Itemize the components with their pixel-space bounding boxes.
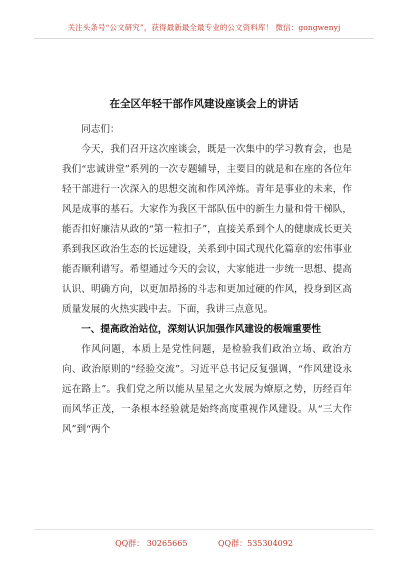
section-heading: 一、提高政治站位，深刻认识加强作风建设的极端重要性 (81, 324, 322, 335)
footer-qq-group-2: QQ群：535304092 (218, 539, 293, 548)
document-body (62, 120, 352, 440)
footer-contacts (0, 538, 408, 549)
footer-divider (34, 529, 374, 530)
document-title: 在全区年轻干部作风建设座谈会上的讲话 (109, 98, 299, 110)
header-notice: 关注头条号“公文研究”，获得最新最全最专业的公文资料库！ 微信：gongwenyj (67, 23, 341, 32)
header-divider (34, 38, 374, 39)
salutation: 同志们： (81, 124, 120, 135)
footer-qq-group-1: QQ群： 30265665 (115, 539, 188, 548)
paragraph: 今天，我们召开这次座谈会，既是一次集中的学习教育会，也是我们“忠诚讲堂”系列的一次专题辅导，主要目的就是和在座的各位年轻干部进行一次深入的思想交流和作风淬炼。青年是事业的未来，作风是成事的基石。大家作为我区干部队伍中的新生力量和骨干梯队，能否扣好廉洁从政的“第一粒扣子”，直接关系到个人的健康成长更关系到我区政治生态的长远建设，关系到中国式现代化篇章的宏伟事业能否顺利谱写。希望通过今天的会议，大家能进一步统一思想、提高认识、明确方向，以更加昂扬的斗志和更加过硬的作风，投身到区高质量发展的火热实践中去。下面，我讲三点意见。 (62, 144, 352, 315)
paragraph: 作风问题，本质上是党性问题，是检验我们政治立场、政治方向、政治原则的“经验交流”。习近平总书记反复强调，“作风建设永远在路上”。我们党之所以能从星星之火发展为燎原之势，历经百年而风华正茂，一条根本经验就是始终高度重视作风建设。从“三大作风”到“两个 (62, 344, 352, 435)
